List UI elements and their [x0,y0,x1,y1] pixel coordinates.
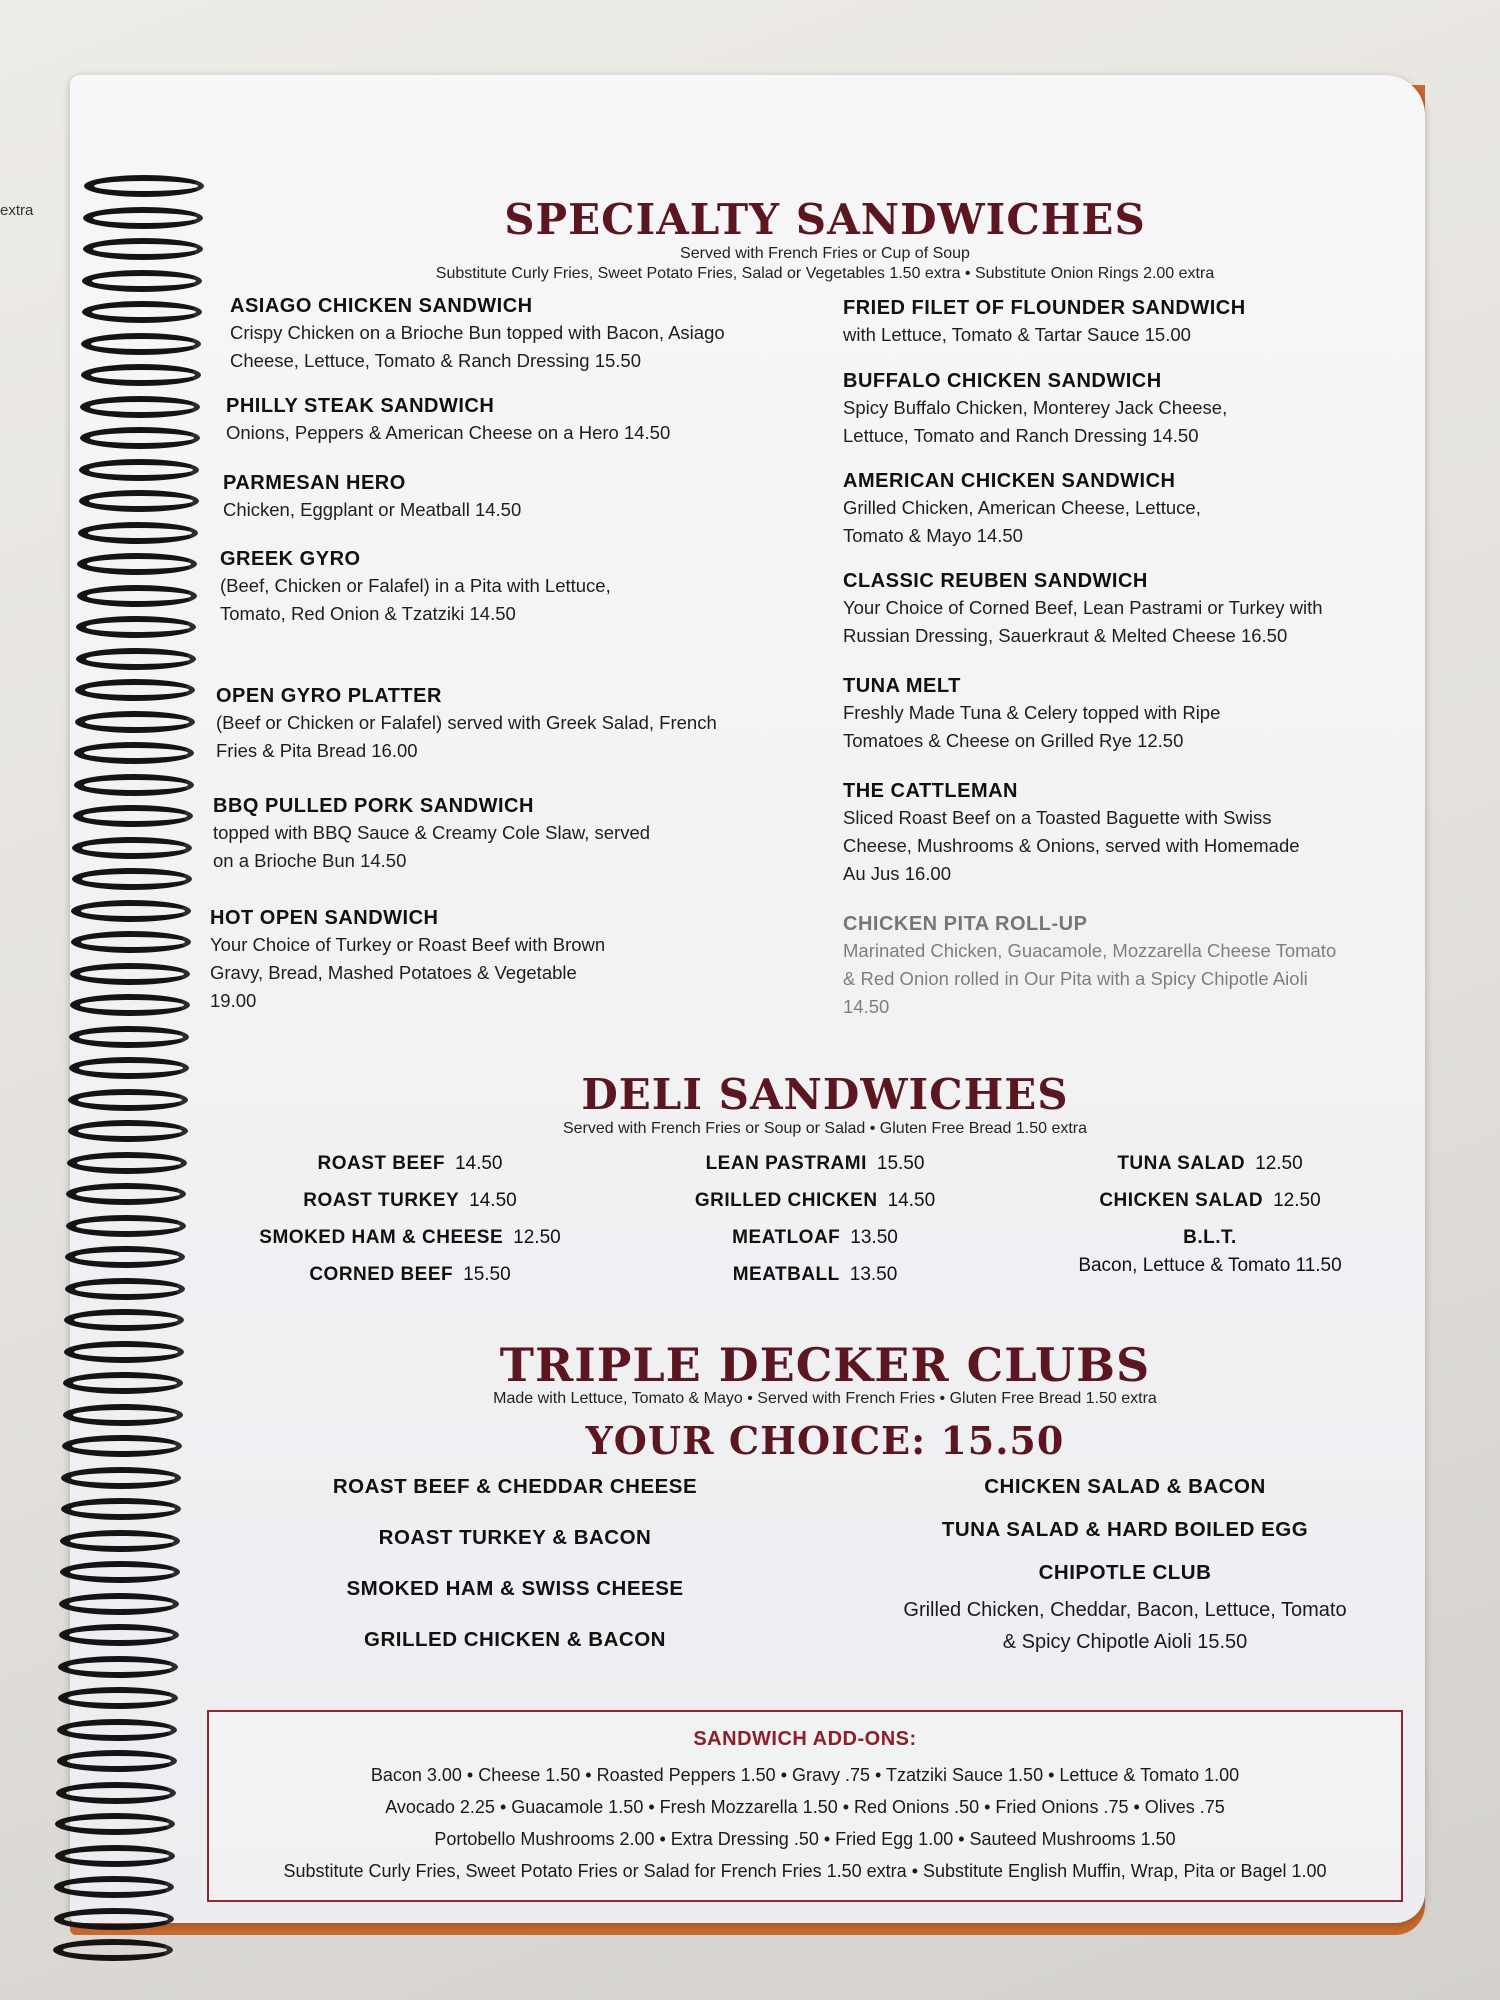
spiral-coil [81,364,201,386]
deli-item-price: 14.50 [454,1153,503,1174]
spiral-coil [70,994,190,1016]
deli-item [1020,1227,1400,1255]
item-description: Freshly Made Tuna & Celery topped with Ripe Tomatoes & Cheese on Grilled Rye 12.50 [843,702,1221,751]
deli-column-3 [1020,1153,1400,1277]
spiral-coil [66,1183,186,1205]
spiral-coil [55,1845,175,1867]
deli-column-1 [220,1153,600,1301]
spiral-coil [73,805,193,827]
spiral-coil [79,490,199,512]
spiral-coil [70,963,190,985]
deli-item-price: 13.50 [849,1264,898,1285]
spiral-coil [56,1782,176,1804]
deli-item [220,1190,600,1227]
spiral-coil [64,1309,184,1331]
item-name: PHILLY STEAK SANDWICH [226,395,495,417]
item-name: CLASSIC REUBEN SANDWICH [843,570,1148,592]
deli-item-name: CORNED BEEF [309,1264,454,1285]
addons-title: SANDWICH ADD-ONS: [693,1728,917,1750]
spiral-coil [57,1719,177,1741]
deli-item-name: ROAST TURKEY [303,1190,460,1211]
spiral-coil [61,1498,181,1520]
spiral-coil [78,522,198,544]
deli-item-name: B.L.T. [1183,1227,1237,1248]
deli-item [1020,1153,1400,1190]
spiral-coil [74,742,194,764]
menu-item [223,472,743,524]
club-item: GRILLED CHICKEN & BACON [364,1628,666,1651]
item-description: Chicken, Eggplant or Meatball 14.50 [223,499,522,520]
clubs-title: TRIPLE DECKER CLUBS [499,1338,1151,1392]
deli-item-name: TUNA SALAD [1117,1153,1246,1174]
spiral-coil [80,396,200,418]
deli-item-price: 13.50 [850,1227,898,1248]
menu-page [70,75,1425,1923]
spiral-coil [69,1026,189,1048]
item-description: Marinated Chicken, Guacamole, Mozzarella Cheese Tomato & Red Onion rolled in Our Pita with a Spicy Chipotle Aioli 14.50 [843,940,1337,1017]
item-name: CHICKEN PITA ROLL-UP [843,913,1088,935]
deli-item-name: MEATBALL [732,1264,840,1285]
deli-item [625,1190,1005,1227]
spiral-coil [55,1813,175,1835]
item-description: Crispy Chicken on a Brioche Bun topped with Bacon, Asiago Cheese, Lettuce, Tomato & Ranch Dressing 15.50 [230,322,725,371]
deli-item [625,1264,1005,1301]
spiral-coil [75,679,195,701]
spiral-coil [53,1939,173,1961]
spiral-coil [71,900,191,922]
club-item: SMOKED HAM & SWISS CHEESE [346,1577,684,1600]
spiral-coil [68,1120,188,1142]
spiral-coil [79,459,199,481]
item-name: GREEK GYRO [220,548,361,570]
deli-item-price: 12.50 [1273,1190,1321,1211]
spiral-coil [63,1404,183,1426]
deli-item-price: 15.50 [876,1153,925,1174]
deli-item-price: 14.50 [469,1190,517,1211]
item-name: ASIAGO CHICKEN SANDWICH [230,295,533,317]
item-description: Spicy Buffalo Chicken, Monterey Jack Cheese, Lettuce, Tomato and Ranch Dressing 14.50 [843,397,1228,446]
club-item: CHIPOTLE CLUB [1038,1561,1212,1584]
spiral-coil [82,270,202,292]
specialty-substitutions: Substitute Curly Fries, Sweet Potato Fries, Salad or Vegetables 1.50 extra • Substitute Onion Rings 2.00 extra [435,265,1215,282]
spiral-coil [72,868,192,890]
item-name: PARMESAN HERO [223,472,406,494]
spiral-coil [74,774,194,796]
deli-item-name: GRILLED CHICKEN [694,1190,878,1211]
deli-item-price: 12.50 [513,1227,561,1248]
clubs-price: YOUR CHOICE: 15.50 [585,1418,1065,1463]
clubs-column-left [255,1475,775,1679]
deli-item-name: MEATLOAF [732,1227,841,1248]
deli-item [220,1227,600,1264]
club-item: ROAST BEEF & CHEDDAR CHEESE [332,1475,698,1498]
deli-item-description: Bacon, Lettuce & Tomato 11.50 [1078,1255,1342,1276]
clubs-subtitle: Made with Lettuce, Tomato & Mayo • Served with French Fries • Gluten Free Bread 1.50 extra [493,1390,1157,1407]
menu-item [210,907,610,1015]
club-description-line: & Spicy Chipotle Aioli 15.50 [1002,1631,1248,1653]
spiral-coil [64,1341,184,1363]
deli-item-name: LEAN PASTRAMI [705,1153,867,1174]
menu-item [843,913,1343,1021]
spiral-coil [65,1246,185,1268]
spiral-coil [76,648,196,670]
deli-item-name: SMOKED HAM & CHEESE [259,1227,504,1248]
club-item: ROAST TURKEY & BACON [378,1526,652,1549]
item-description: Your Choice of Corned Beef, Lean Pastrami or Turkey with Russian Dressing, Sauerkraut & Melted Cheese 16.50 [843,597,1323,646]
item-name: TUNA MELT [843,675,961,697]
spiral-coil [57,1750,177,1772]
item-description: with Lettuce, Tomato & Tartar Sauce 15.00 [843,324,1191,345]
spiral-coil [69,1057,189,1079]
addons-box [207,1710,1403,1902]
menu-item [213,795,653,875]
club-item-description [865,1594,1385,1658]
specialty-subtitle: Served with French Fries or Cup of Soup [680,245,970,262]
adjacent-page-fragment: extra [0,202,34,219]
spiral-coil [77,553,197,575]
spiral-coil [72,837,192,859]
spiral-coil [60,1561,180,1583]
deli-item [625,1153,1005,1190]
spiral-coil [54,1908,174,1930]
menu-item [843,370,1283,450]
menu-item [843,570,1383,650]
item-name: OPEN GYRO PLATTER [216,685,442,707]
item-name: HOT OPEN SANDWICH [210,907,439,929]
spiral-coil [60,1530,180,1552]
spiral-coil [75,711,195,733]
deli-item [220,1264,600,1301]
menu-item [843,675,1273,755]
deli-column-2 [625,1153,1005,1301]
club-item: TUNA SALAD & HARD BOILED EGG [941,1518,1309,1541]
spiral-coil [67,1152,187,1174]
item-name: THE CATTLEMAN [843,780,1018,802]
addons-line: Portobello Mushrooms 2.00 • Extra Dressing .50 • Fried Egg 1.00 • Sauteed Mushrooms 1.50 [434,1829,1176,1849]
deli-item [625,1227,1005,1264]
deli-item [1020,1190,1400,1227]
spiral-binding [84,175,214,1995]
menu-item [843,780,1323,888]
spiral-coil [59,1593,179,1615]
club-item: CHICKEN SALAD & BACON [984,1475,1266,1498]
item-name: BBQ PULLED PORK SANDWICH [213,795,534,817]
spiral-coil [68,1089,188,1111]
spiral-coil [76,616,196,638]
menu-item [230,295,750,375]
addons-line: Bacon 3.00 • Cheese 1.50 • Roasted Peppers 1.50 • Gravy .75 • Tzatziki Sauce 1.50 • Lettuce & Tomato 1.00 [370,1765,1240,1785]
menu-item [226,395,746,447]
menu-item [220,548,620,628]
item-description: Your Choice of Turkey or Roast Beef with Brown Gravy, Bread, Mashed Potatoes & Vegetable 19.00 [210,934,606,1011]
item-description: Sliced Roast Beef on a Toasted Baguette with Swiss Cheese, Mushrooms & Onions, served with Homemade Au Jus 16.00 [843,807,1300,884]
item-description: (Beef, Chicken or Falafel) in a Pita with Lettuce, Tomato, Red Onion & Tzatziki 14.50 [220,575,611,624]
spiral-coil [82,301,202,323]
deli-item-name: CHICKEN SALAD [1099,1190,1264,1211]
spiral-coil [59,1624,179,1646]
deli-item [220,1153,600,1190]
item-description: Onions, Peppers & American Cheese on a Hero 14.50 [226,422,671,443]
deli-item-price: 14.50 [887,1190,936,1211]
deli-title: DELI SANDWICHES [581,1070,1069,1119]
addons-line: Substitute Curly Fries, Sweet Potato Fries or Salad for French Fries 1.50 extra • Substitute English Muffin, Wrap, Pita or Bagel 1.00 [283,1861,1327,1881]
spiral-coil [65,1278,185,1300]
menu-item [843,470,1243,550]
spiral-coil [62,1435,182,1457]
spiral-coil [80,427,200,449]
spiral-coil [83,207,203,229]
specialty-title: SPECIALTY SANDWICHES [504,195,1146,244]
item-name: AMERICAN CHICKEN SANDWICH [843,470,1176,492]
item-description: topped with BBQ Sauce & Creamy Cole Slaw, served on a Brioche Bun 14.50 [213,822,651,871]
club-description-line: Grilled Chicken, Cheddar, Bacon, Lettuce, Tomato [903,1599,1347,1621]
spiral-coil [77,585,197,607]
deli-subtitle: Served with French Fries or Soup or Salad • Gluten Free Bread 1.50 extra [562,1120,1088,1137]
spiral-coil [54,1876,174,1898]
item-name: FRIED FILET OF FLOUNDER SANDWICH [843,297,1246,319]
spiral-coil [81,333,201,355]
menu-item [843,297,1383,349]
spiral-coil [61,1467,181,1489]
deli-item-price: 15.50 [463,1264,511,1285]
spiral-coil [63,1372,183,1394]
spiral-coil [71,931,191,953]
spiral-coil [58,1656,178,1678]
item-description: Grilled Chicken, American Cheese, Lettuce, Tomato & Mayo 14.50 [843,497,1201,546]
spiral-coil [66,1215,186,1237]
addons-line: Avocado 2.25 • Guacamole 1.50 • Fresh Mozzarella 1.50 • Red Onions .50 • Fried Onions .75 • Olives .75 [385,1797,1225,1817]
clubs-column-right [865,1475,1385,1658]
item-name: BUFFALO CHICKEN SANDWICH [843,370,1162,392]
menu-item [216,685,746,765]
item-description: (Beef or Chicken or Falafel) served with Greek Salad, French Fries & Pita Bread 16.00 [216,712,717,761]
spiral-coil [84,175,204,197]
spiral-coil [83,238,203,260]
deli-item-name: ROAST BEEF [317,1153,445,1174]
deli-item-price: 12.50 [1255,1153,1303,1174]
spiral-coil [58,1687,178,1709]
